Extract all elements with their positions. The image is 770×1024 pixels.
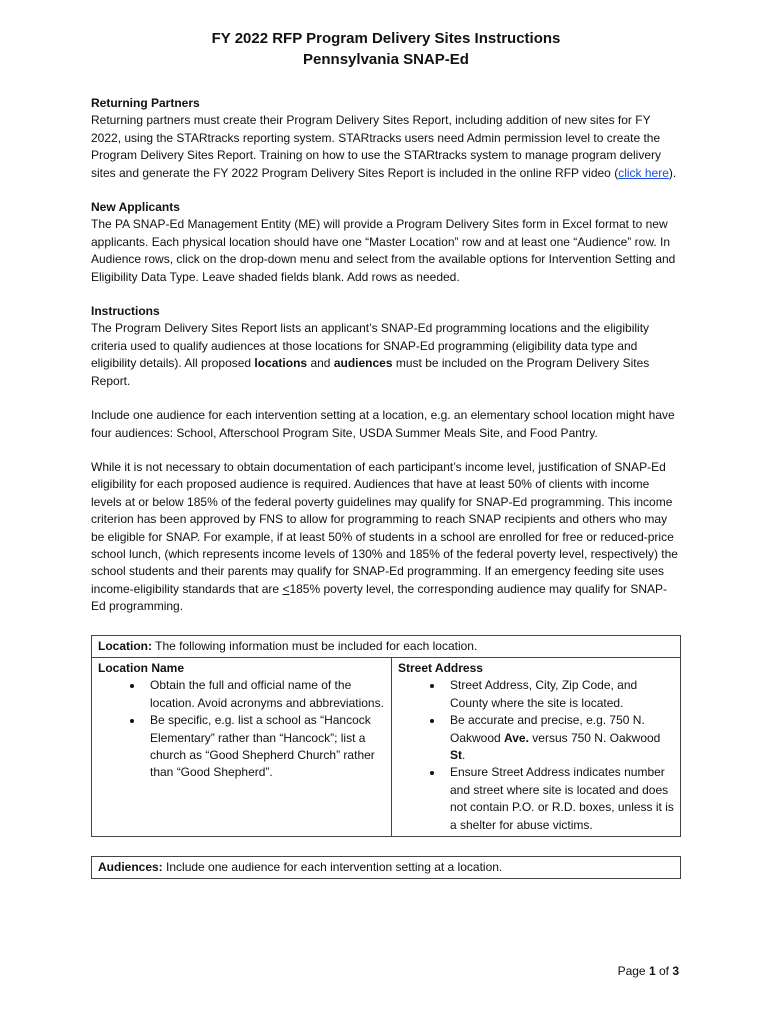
returning-partners-body: Returning partners must create their Program Delivery Sites Report, including addition of new sites for FY 2022, using the STARtracks reporting system. STARtracks users need Admin permission level to create the Program Delivery Sites Report. Training on how to use the STARtracks system to manage program delivery sites and generate the FY 2022 Program Delivery Sites Report is included in the online RFP video (91, 113, 662, 180)
location-name-list (98, 677, 385, 781)
page-prefix: Page (617, 964, 649, 978)
location-table-header (92, 636, 680, 658)
instructions-paragraph-2: Include one audience for each intervention setting at a location, e.g. an elementary school location might have four audiences: School, Afterschool Program Site, USDA Summer Meals Site, and Food Pantry. (91, 408, 675, 440)
paren-open: ( (614, 165, 619, 180)
addr-text-a: Be accurate and precise, e.g. 750 N. Oakwood (450, 713, 645, 745)
page-total: 3 (672, 964, 679, 978)
addr-st: St (450, 748, 462, 762)
p1-text-c: and (307, 356, 334, 371)
instructions-paragraph-3 (91, 459, 681, 616)
p3-text-c: 185% poverty level, the corresponding audience may qualify for SNAP-Ed programming. (91, 581, 667, 614)
page-number (618, 963, 679, 980)
list-item: • Ensure Street Address indicates number and street where site is located and does not contain P.O. or R.D. boxes, unless it is a shelter for abuse victims. (444, 764, 674, 834)
street-address-list (398, 677, 674, 834)
location-header-text: The following information must be included for each location. (152, 638, 478, 653)
new-applicants-section (91, 199, 681, 286)
page-current: 1 (648, 964, 656, 978)
audiences-table (91, 856, 681, 879)
audiences-label: Audiences: (98, 860, 163, 875)
document-page (91, 28, 681, 879)
instructions-paragraph-2-block (91, 407, 681, 442)
street-address-heading: Street Address (398, 660, 483, 675)
p3-text-a: While it is not necessary to obtain documentation of each participant’s income level, justification of SNAP-Ed eligibility for each proposed audience is required. Audiences that have at least 50% of clients with income levels at or below 185% of the federal poverty guidelines may qualify for SNAP-Ed programming. This income criterion has been approved by FNS to allow for programming to reach SNAP recipients and others who may be eligible for SNAP. For example, if at least 50% of students in a school are enrolled for free or reduced-price school lunch, (which represents income levels of 130% and 185% of the federal poverty level, respectively) the school students and their parents may qualify for SNAP-Ed programming. If an emergency feeding site uses income-eligibility standards that are (91, 459, 678, 596)
addr-text-c: versus 750 N. Oakwood (528, 730, 661, 745)
p3-less-than: < (282, 581, 290, 596)
returning-partners-heading: Returning Partners (91, 96, 200, 110)
location-name-heading: Location Name (98, 660, 185, 675)
location-label: Location: (98, 638, 152, 653)
page-of: of (655, 964, 673, 978)
list-item (444, 712, 674, 764)
p1-text-e: must be included on the Program Delivery Sites Report. (91, 356, 650, 388)
title-line-1: FY 2022 RFP Program Delivery Sites Instructions (211, 30, 561, 47)
location-table (91, 635, 681, 837)
p1-locations: locations (254, 356, 308, 371)
addr-period: . (462, 748, 466, 762)
title-line-2: Pennsylvania SNAP-Ed (303, 51, 469, 68)
new-applicants-heading: New Applicants (91, 200, 180, 215)
p1-audiences: audiences (333, 356, 393, 371)
instructions-section (91, 303, 681, 390)
click-here-link[interactable]: click here (618, 165, 669, 180)
document-title (91, 28, 681, 70)
street-address-column (392, 658, 680, 836)
list-item: • Obtain the full and official name of the location. Avoid acronyms and abbreviations. (144, 677, 385, 712)
paren-close: ). (668, 165, 677, 180)
returning-partners-section (91, 95, 681, 182)
location-name-column (92, 658, 392, 836)
addr-ave: Ave. (504, 730, 529, 745)
instructions-paragraph-1 (91, 320, 681, 390)
audiences-text: Include one audience for each intervention setting at a location. (162, 860, 503, 875)
list-item: • Be specific, e.g. list a school as “Hancock Elementary” rather than “Hancock”; list a church as “Good Shepherd Church” rather than “Good Shepherd”. (144, 712, 385, 782)
new-applicants-text: The PA SNAP-Ed Management Entity (ME) will provide a Program Delivery Sites form in Excel format to new applicants. Each physical location should have one “Master Location” row and at least one “Audience” row. In Audience rows, click on the drop-down menu and select from the available options for Intervention Setting and Eligibility Data Type. Leave shaded fields blank. Add rows as needed. (91, 217, 676, 284)
instructions-heading: Instructions (91, 304, 160, 319)
p1-text-a: The Program Delivery Sites Report lists an applicant’s SNAP-Ed programming locations and the eligibility criteria used to qualify audiences at those locations for SNAP-Ed programming (eligibility data type and eligibility details). All proposed (91, 321, 650, 371)
returning-partners-text (91, 112, 681, 182)
instructions-paragraph-3-block (91, 459, 681, 616)
list-item: • Street Address, City, Zip Code, and County where the site is located. (444, 677, 674, 712)
location-table-columns (92, 658, 680, 836)
